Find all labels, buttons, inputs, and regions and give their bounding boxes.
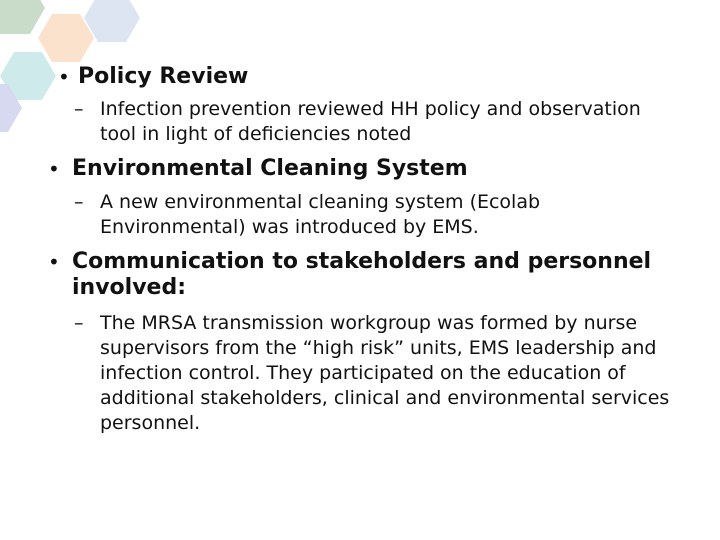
bullet-marker: • [48,157,60,181]
sub-point-text: The MRSA transmission workgroup was formed by nurse supervisors from the “high risk” units, EMS leadership and infection control. They participated on the education of additional stakeholders, clinical and environmental services personnel. [100,312,670,434]
sub-point-communication [74,311,680,436]
sub-marker: – [74,191,84,213]
sub-point-text: A new environmental cleaning system (Ecolab Environmental) was introduced by EMS. [100,191,541,238]
sub-marker: – [74,312,84,334]
bullet-marker: • [58,65,70,89]
sub-point-environmental-cleaning [74,190,680,240]
bullet-policy-review [58,64,718,90]
bullet-environmental-cleaning [48,156,712,182]
sub-marker: – [74,98,84,120]
bullet-heading: Communication to stakeholders and personnel involved: [72,249,652,300]
bullet-communication [48,249,672,301]
bullet-heading: Environmental Cleaning System [72,156,468,181]
bullet-marker: • [48,250,60,274]
sub-point-policy-review [74,97,680,147]
bullet-heading: Policy Review [78,64,249,89]
sub-point-text: Infection prevention reviewed HH policy and observation tool in light of deficiencies noted [100,98,641,145]
